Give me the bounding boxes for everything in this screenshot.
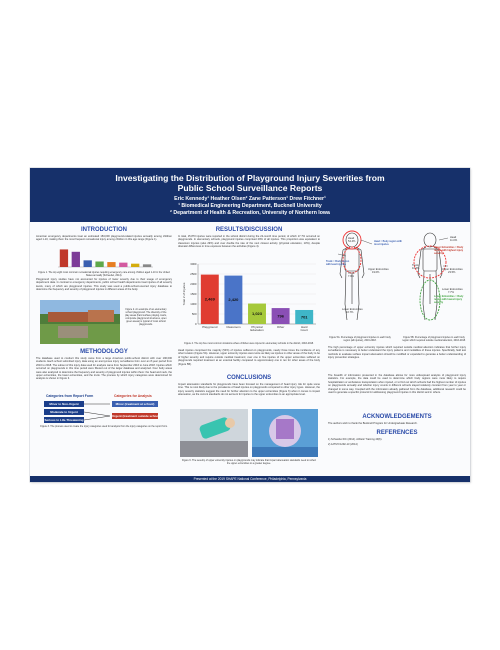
a-head-note: Head = Body region with most injuries: [374, 240, 402, 246]
introduction-para-2: Playground injury studies have not accounted for injuries of lower severity due to their usage of emergency department data. In contrast to emergency departments, public school health departments treat injuries of all severity levels, many of which are playground injuries. This study was used a public-school-sourced injury database to determine the frequency and severity of playground injuries in different areas of the body.: [36, 278, 172, 292]
figure-2-caption: Figure 2. An example of an elementary school playground. The diversity of the play areas (hard surface playing courts, composite playground structures, open green areas) is typical of most school playgrounds.: [125, 308, 167, 326]
analysis-categories-header: Categories for Analysis: [114, 394, 152, 398]
fig4-ytick-label: 0: [194, 322, 197, 326]
poster-footer: Presented at the 2019 SHAPE National Conference, Philadelphia, Pennsylvania: [30, 476, 470, 482]
category-urgent-treatment-outside: Urgent (treatment outside school): [112, 414, 161, 418]
poster-title-line1: Investigating the Distribution of Playground Injury Severities from: [115, 173, 385, 183]
figure-6-caption: Figure 6. The severity of upper extremity injuries on playgrounds may indicate that impact attenuation standards need to reflect the upper extremities to a greater degree.: [181, 459, 317, 465]
fig4-ylabel: Total # of Injuries: [182, 282, 186, 306]
fig4-category-label: Court: [300, 328, 308, 333]
fig1-bar: [119, 263, 127, 267]
fig4-data-label: 2,420: [228, 297, 239, 303]
references-heading: REFERENCES: [376, 430, 418, 436]
b-lower-label: Lower Extremities: [442, 288, 463, 291]
a-trunk-label: Trunk: [348, 272, 355, 275]
a-lower-pct: 16.7%: [346, 311, 354, 314]
fig1-bar: [72, 252, 80, 267]
fig4-category-label: Playground: [202, 325, 218, 329]
fig1-bar: [143, 264, 151, 267]
acknowledgements-heading: ACKNOWLEDGEMENTS: [362, 414, 432, 420]
methodology-para: The database used to conduct this study came from a large American public-school district with over 190,000 students. Each school submitted injury data using an anonymous injury surveillance form over an 8-year period from 2010 to 2018. The subset of this injury data used for analysis came from September 2016 to June 2018. Injuries which occurred on playgrounds in this time period were filtered out of the larger database and analyzed. Four body areas were also analyzed to determine the frequency and severity of playground injuries within them: the head and neck, the upper extremities, the lower extremities, and the trunk. The process by which injury categories were determined for analysis is shown in Figure 3.: [36, 357, 172, 381]
fig1-bar: [95, 261, 103, 267]
figure-4-caption: Figure 4. The top five most common locations where children were injured in elementary schools in the district, 2016-2018.: [184, 342, 314, 345]
b-lower-note: Lower Extremities = Body region with lowest injury severity: [434, 295, 464, 304]
b-head-pct: 11.0%: [450, 239, 458, 242]
methodology-heading: METHODOLOGY: [80, 349, 128, 355]
fig4-ytick-label: 2000: [190, 282, 197, 286]
affiliation-1: ¹ Biomedical Engineering Department, Bucknell University: [178, 203, 322, 209]
authors: Eric Kennedy¹ Heather Olsen² Zane Patterson¹ Drew Fitchner¹: [174, 196, 326, 202]
fig1-bar: [60, 249, 68, 267]
figure-1-bar-chart: [58, 246, 153, 270]
b-trunk-pct: 10.6%: [412, 267, 420, 270]
acknowledgements-text: The authors wish to thank the Bucknell Program for Undergraduate Research.: [328, 422, 418, 425]
fig4-ytick-label: 2500: [190, 272, 197, 276]
b-trunk-label: Trunk: [412, 264, 419, 267]
fig4-category-label: Other: [276, 325, 285, 329]
conclusions-heading: CONCLUSIONS: [226, 375, 272, 381]
b-head-label: Head: [450, 236, 457, 239]
results-para-2: Head injuries comprised the majority (54%) of injuries suffered on playgrounds, nearly three times the incidence of any other location (Figure 5A). However, upper extremity injuries were twice as likely as injuries in other areas of the body to be of higher severity and require outside medical treatment; over one in five injuries of the upper extremities suffered on playgrounds required treatment at an external facility compared to approximately one in ten for other areas of the body (Figure 5B).: [178, 349, 320, 366]
a-head-pct: 54.4%: [348, 240, 356, 243]
fig4-ytick-label: 3000: [190, 262, 197, 266]
poster-banner: [30, 168, 470, 222]
category-minor-non-urgent: Minor to Non-Urgent: [44, 401, 84, 407]
fig1-bar: [107, 262, 115, 267]
conclusions-para: Impact attenuation standards for playgrounds have been focused on the management of head injury risk for quite some time. This is most likely due to the prevalence of head injuries on playgrounds compared to other injury types. However, the injury severity statistics suggest the need for further attention to the upper extremities (Figure 6) when it comes to impact attenuation, as the current standards do not account for injuries to the upper extremities to an appropriate level.: [178, 383, 320, 397]
results-para-1: In total, 15,870 injuries were reported in the school district during the 22-month time period, of which 17.7% occurred on playgrounds. In elementary schools, playground injuries comprised 29% of all injuries. This proportion was equivalent to classroom injuries (also 29%) and over double the rate of the next closest activity (physical education, 13%), despite dramatic differences in time exposure between the activities (Figure 4).: [178, 235, 320, 249]
fig4-ytick-label: 1500: [190, 292, 197, 296]
a-upper-pct: 19.0%: [372, 271, 380, 274]
figure-5a-caption: Figure 5A. Percentage of playground injuries in each body region (all injuries), 2016-2018.: [329, 336, 391, 342]
figure-5b-caption: Figure 5B. Percentage of playground injuries in each body region which required outside medical attention, 2016-2018.: [402, 336, 466, 342]
poster: [30, 168, 470, 482]
category-mapping-arrows: [84, 401, 112, 423]
b-upper-note: Upper Extremities = Body region with highest injury severity: [434, 246, 464, 255]
poster-title-line2: Public School Surveillance Reports: [177, 183, 323, 193]
category-moderate-urgent: Moderate to Urgent: [44, 409, 84, 415]
results-heading: RESULTS/DISCUSSION: [215, 227, 283, 233]
fig4-category-label: Education: [250, 328, 264, 333]
figure-4-bar-chart: [180, 260, 318, 340]
introduction-heading: INTRODUCTION: [81, 227, 127, 233]
fig4-data-label: 2,469: [204, 296, 215, 302]
b-upper-pct: 23.5%: [448, 271, 456, 274]
report-form-categories-header: Categories from Report Form: [46, 394, 94, 398]
reference-1: 1) Schwebel DC (2014). Athletic Training 49(6).: [328, 438, 383, 441]
arm-cast-photo: [180, 409, 248, 457]
fig4-data-label: 701: [300, 314, 308, 320]
introduction-para-1: American emergency departments treat an estimated 184,000 playground-related injuries annually among children aged 1-10, making them the most frequent recreational injury among children in this age range (Figure 1).: [36, 235, 172, 242]
playground-photo: [40, 300, 120, 344]
fig4-data-label: 1,023: [251, 311, 263, 317]
a-lower-label: Lower Extremities: [342, 308, 363, 311]
fig4-category-label: Classroom: [226, 325, 241, 329]
fig1-bar: [84, 260, 92, 267]
fig4-ytick-label: 500: [191, 312, 197, 316]
b-upper-label: Upper Extremities: [442, 268, 463, 271]
fig4-category-label: Hard: [300, 325, 308, 329]
category-minor-treatment-at-school: Minor (treatment at school): [112, 401, 158, 407]
a-trunk-note: Trunk = Body region with least injuries: [326, 260, 350, 266]
fig1-bar: [131, 264, 139, 267]
reference-2: 2) AJTM F1292-13 (2014): [328, 443, 358, 446]
fig4-category-label: Physical: [251, 325, 263, 329]
fig4-ytick-label: 1000: [190, 302, 197, 306]
figure-3-caption: Figure 3. The process used to create the injury categories used for analysis from the injury categories on the report form.: [40, 425, 168, 428]
a-upper-label: Upper Extremities: [368, 268, 389, 271]
category-serious-life-threatening: Serious to Life-Threatening: [44, 418, 84, 422]
b-lower-pct: 7.7%: [448, 291, 454, 294]
affiliation-2: ² Department of Health & Recreation, University of Northern Iowa: [170, 210, 330, 216]
fig4-data-label: 796: [277, 313, 284, 319]
discussion-para-1: The high percentage of upper extremity injuries which required outside medical attention indicates that further injury surveillance is necessary to better understand the injury patterns and modalities of these injuries. Specifically, field test methods to evaluate surface impact attenuation should be modified or expanded to generate a better understanding of injury prevention strategies.: [328, 346, 466, 360]
figure-1-caption: Figure 1. The top eight most common recreational injuries requiring emergency care among children aged 1-10 in the United States annually (Schwebel, 2014).: [38, 271, 170, 277]
playground-slide-photo: [252, 409, 318, 457]
a-head-label: Head: [348, 237, 355, 240]
a-trunk-pct: 7.9%: [348, 275, 354, 278]
discussion-para-2: The breadth of information presented in the database allows for more widespread analysis of playground injury statistics. For example, the data could be used to determine which body regions were more likely to require hospitalization or ambulance transportation when injured, or to find out which schools had the highest number of injuries on playgrounds annually and whether injury counts in different schools stayed relatively constant from year to year or changed in some way. Coupled with the information already gathered from the database, additional research could be used to generate a specific protocol for addressing playground injuries in this district and in others.: [328, 374, 466, 395]
